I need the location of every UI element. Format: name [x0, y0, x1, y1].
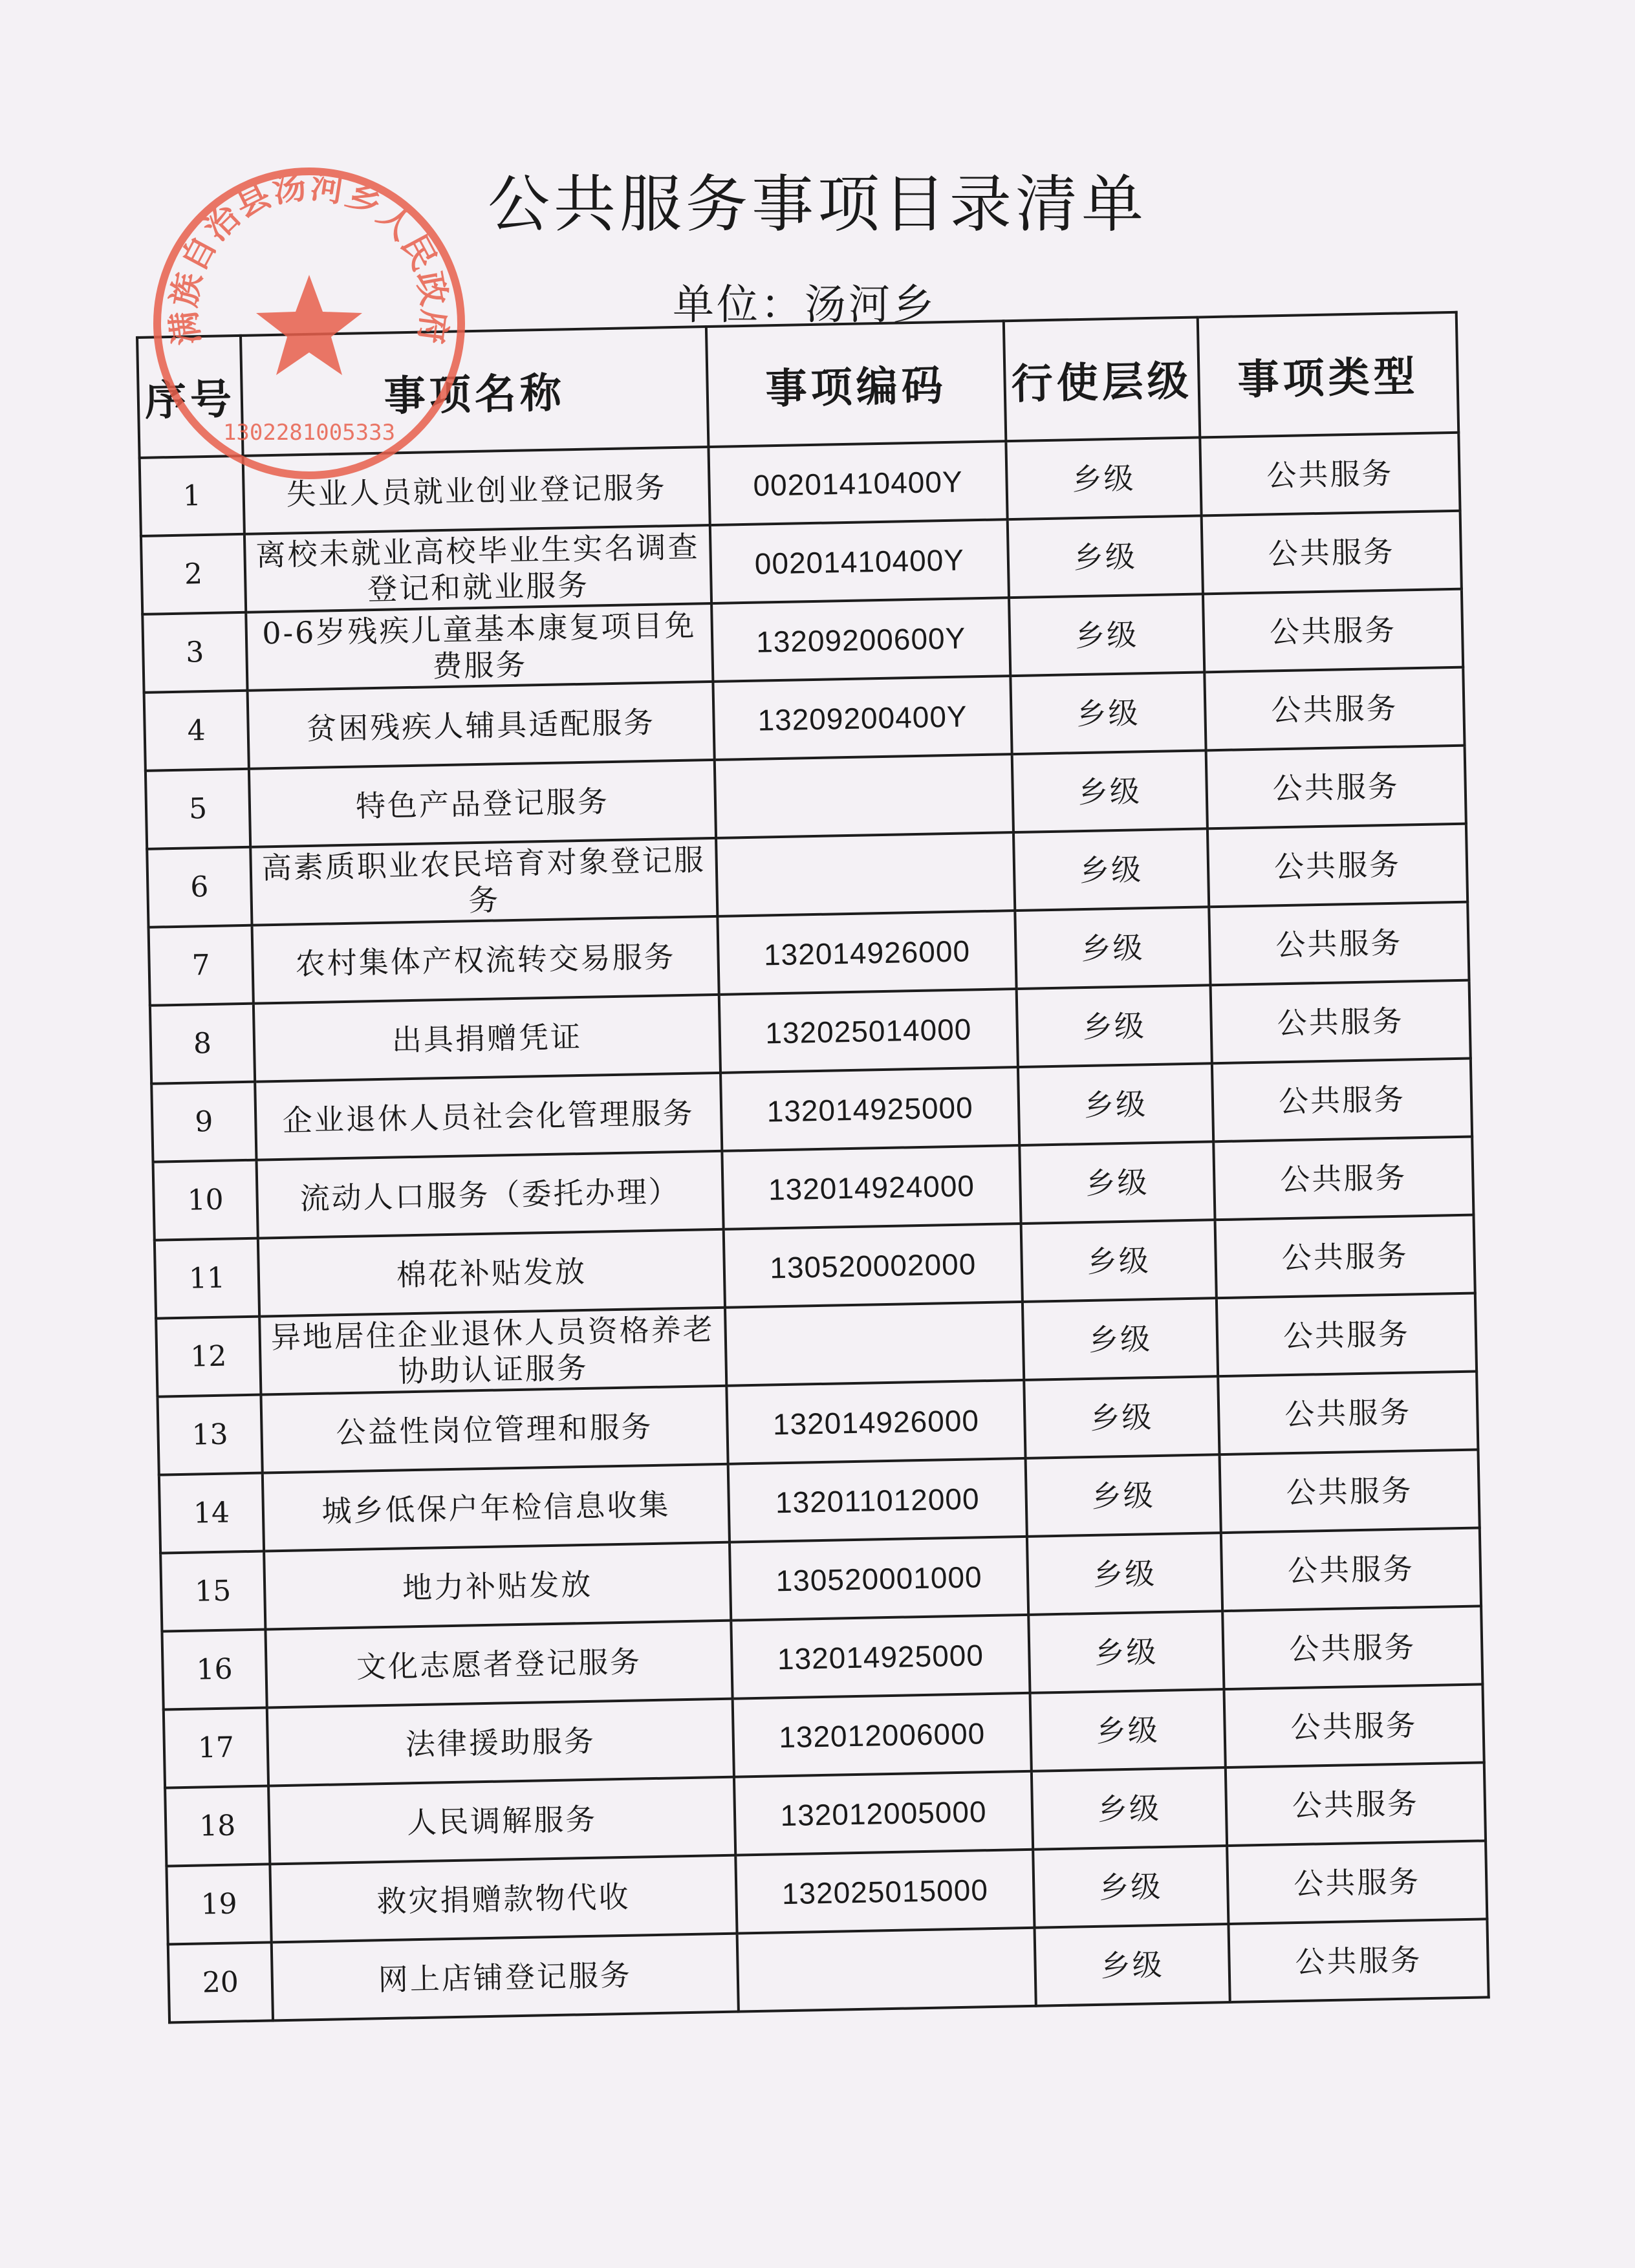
- item-name: 法律援助服务: [267, 1699, 734, 1786]
- header-code: 事项编码: [706, 321, 1006, 447]
- item-type: 公共服务: [1224, 1684, 1484, 1767]
- table-container: [136, 311, 1488, 2024]
- row-number: 3: [142, 612, 247, 693]
- table-body: [140, 433, 1489, 2023]
- item-level: 乡级: [1023, 1298, 1218, 1380]
- item-code: [725, 1302, 1024, 1386]
- item-name: 棉花补贴发放: [258, 1229, 725, 1317]
- row-number: 19: [166, 1864, 271, 1944]
- row-number: 7: [149, 925, 254, 1006]
- item-name: 高素质职业农民培育对象登记服务: [250, 838, 717, 925]
- item-code: 132014926000: [717, 911, 1016, 995]
- item-name: 出具捐赠凭证: [254, 995, 720, 1082]
- item-level: 乡级: [1019, 1141, 1215, 1224]
- item-type: 公共服务: [1228, 1919, 1488, 2002]
- page-title: 公共服务事项目录清单: [488, 168, 1147, 241]
- item-code: 132012006000: [733, 1693, 1032, 1777]
- item-level: 乡级: [1018, 1063, 1213, 1145]
- row-number: 2: [141, 534, 246, 614]
- item-type: 公共服务: [1211, 980, 1471, 1064]
- item-code: [716, 832, 1015, 916]
- row-number: 10: [153, 1160, 258, 1240]
- row-number: 11: [155, 1238, 259, 1319]
- item-code: 132014926000: [726, 1380, 1025, 1464]
- item-name: 离校未就业高校毕业生实名调查登记和就业服务: [244, 525, 711, 612]
- item-type: 公共服务: [1217, 1293, 1477, 1377]
- item-code: [715, 754, 1013, 838]
- item-type: 公共服务: [1213, 1137, 1473, 1220]
- item-name: 特色产品登记服务: [249, 760, 716, 847]
- row-number: 4: [144, 691, 249, 771]
- row-number: 20: [168, 1942, 273, 2022]
- item-code: 00201410400Y: [710, 519, 1009, 603]
- row-number: 17: [164, 1707, 268, 1787]
- item-code: [737, 1928, 1036, 2012]
- header-no: 序号: [137, 336, 243, 458]
- header-level: 行使层级: [1004, 317, 1200, 441]
- item-level: 乡级: [1015, 907, 1210, 989]
- item-type: 公共服务: [1204, 667, 1464, 751]
- item-type: 公共服务: [1226, 1762, 1486, 1846]
- item-level: 乡级: [1028, 1611, 1224, 1693]
- item-name: 救灾捐赠款物代收: [270, 1855, 737, 1943]
- item-type: 公共服务: [1215, 1215, 1475, 1299]
- item-name: 地力补贴发放: [264, 1542, 731, 1630]
- row-number: 5: [146, 769, 250, 849]
- item-type: 公共服务: [1203, 589, 1463, 673]
- header-name: 事项名称: [241, 327, 708, 456]
- item-name: 企业退休人员社会化管理服务: [255, 1073, 722, 1160]
- item-name: 0-6岁残疾儿童基本康复项目免费服务: [246, 603, 713, 691]
- stamp-code: 1302281005333: [222, 420, 396, 446]
- item-type: 公共服务: [1206, 746, 1466, 829]
- item-code: 132012005000: [734, 1771, 1033, 1855]
- item-level: 乡级: [1032, 1767, 1227, 1850]
- row-number: 6: [147, 847, 252, 927]
- item-level: 乡级: [1033, 1846, 1228, 1928]
- item-type: 公共服务: [1202, 511, 1462, 594]
- item-type: 公共服务: [1221, 1528, 1481, 1611]
- row-number: 1: [140, 456, 244, 536]
- item-code: 13209200400Y: [713, 676, 1012, 760]
- item-code: 130520002000: [724, 1224, 1023, 1308]
- item-code: 132025015000: [735, 1850, 1034, 1934]
- item-type: 公共服务: [1222, 1606, 1482, 1689]
- row-number: 14: [159, 1473, 264, 1553]
- item-level: 乡级: [1009, 594, 1204, 676]
- row-number: 16: [162, 1630, 266, 1710]
- item-level: 乡级: [1024, 1376, 1219, 1458]
- row-number: 8: [150, 1004, 255, 1084]
- item-level: 乡级: [1027, 1533, 1222, 1615]
- item-code: 132011012000: [728, 1458, 1027, 1542]
- item-level: 乡级: [1013, 828, 1209, 911]
- item-name: 公益性岗位管理和服务: [261, 1386, 728, 1473]
- item-type: 公共服务: [1218, 1371, 1478, 1454]
- item-code: 132014924000: [722, 1145, 1021, 1229]
- item-code: 132014925000: [720, 1067, 1019, 1151]
- item-name: 网上店铺登记服务: [272, 1934, 739, 2021]
- item-level: 乡级: [1008, 515, 1203, 598]
- item-code: 13209200600Y: [711, 598, 1010, 682]
- item-level: 乡级: [1034, 1924, 1229, 2006]
- item-code: 00201410400Y: [708, 441, 1007, 525]
- stamp-text: 满族自治县汤河乡人民政府: [164, 167, 454, 347]
- item-type: 公共服务: [1227, 1841, 1487, 1924]
- unit-line: 单位：汤河乡: [673, 281, 937, 329]
- item-name: 失业人员就业创业登记服务: [243, 447, 710, 534]
- item-name: 人民调解服务: [268, 1777, 735, 1864]
- item-code: 132025014000: [719, 989, 1018, 1073]
- item-level: 乡级: [1012, 750, 1207, 832]
- item-name: 异地居住企业退休人员资格养老协助认证服务: [259, 1308, 726, 1395]
- row-number: 12: [156, 1317, 261, 1397]
- row-number: 18: [165, 1786, 270, 1866]
- item-type: 公共服务: [1220, 1449, 1480, 1533]
- item-type: 公共服务: [1209, 902, 1469, 986]
- item-level: 乡级: [1010, 672, 1206, 754]
- item-level: 乡级: [1006, 437, 1201, 519]
- item-type: 公共服务: [1200, 433, 1460, 516]
- header-type: 事项类型: [1198, 312, 1458, 438]
- row-number: 15: [160, 1551, 265, 1632]
- row-number: 13: [157, 1395, 262, 1475]
- item-type: 公共服务: [1207, 824, 1467, 907]
- item-name: 农村集体产权流转交易服务: [252, 916, 719, 1004]
- item-code: 132014925000: [731, 1615, 1030, 1699]
- item-level: 乡级: [1021, 1220, 1217, 1302]
- item-level: 乡级: [1017, 985, 1212, 1067]
- item-level: 乡级: [1030, 1689, 1226, 1771]
- item-name: 贫困残疾人辅具适配服务: [248, 682, 715, 769]
- item-name: 文化志愿者登记服务: [265, 1621, 732, 1708]
- item-name: 城乡低保户年检信息收集: [263, 1464, 730, 1551]
- service-catalog-table: [136, 311, 1490, 2024]
- row-number: 9: [151, 1082, 256, 1162]
- item-level: 乡级: [1026, 1454, 1221, 1537]
- item-type: 公共服务: [1212, 1059, 1472, 1142]
- item-name: 流动人口服务（委托办理）: [256, 1151, 723, 1238]
- item-code: 130520001000: [730, 1537, 1028, 1621]
